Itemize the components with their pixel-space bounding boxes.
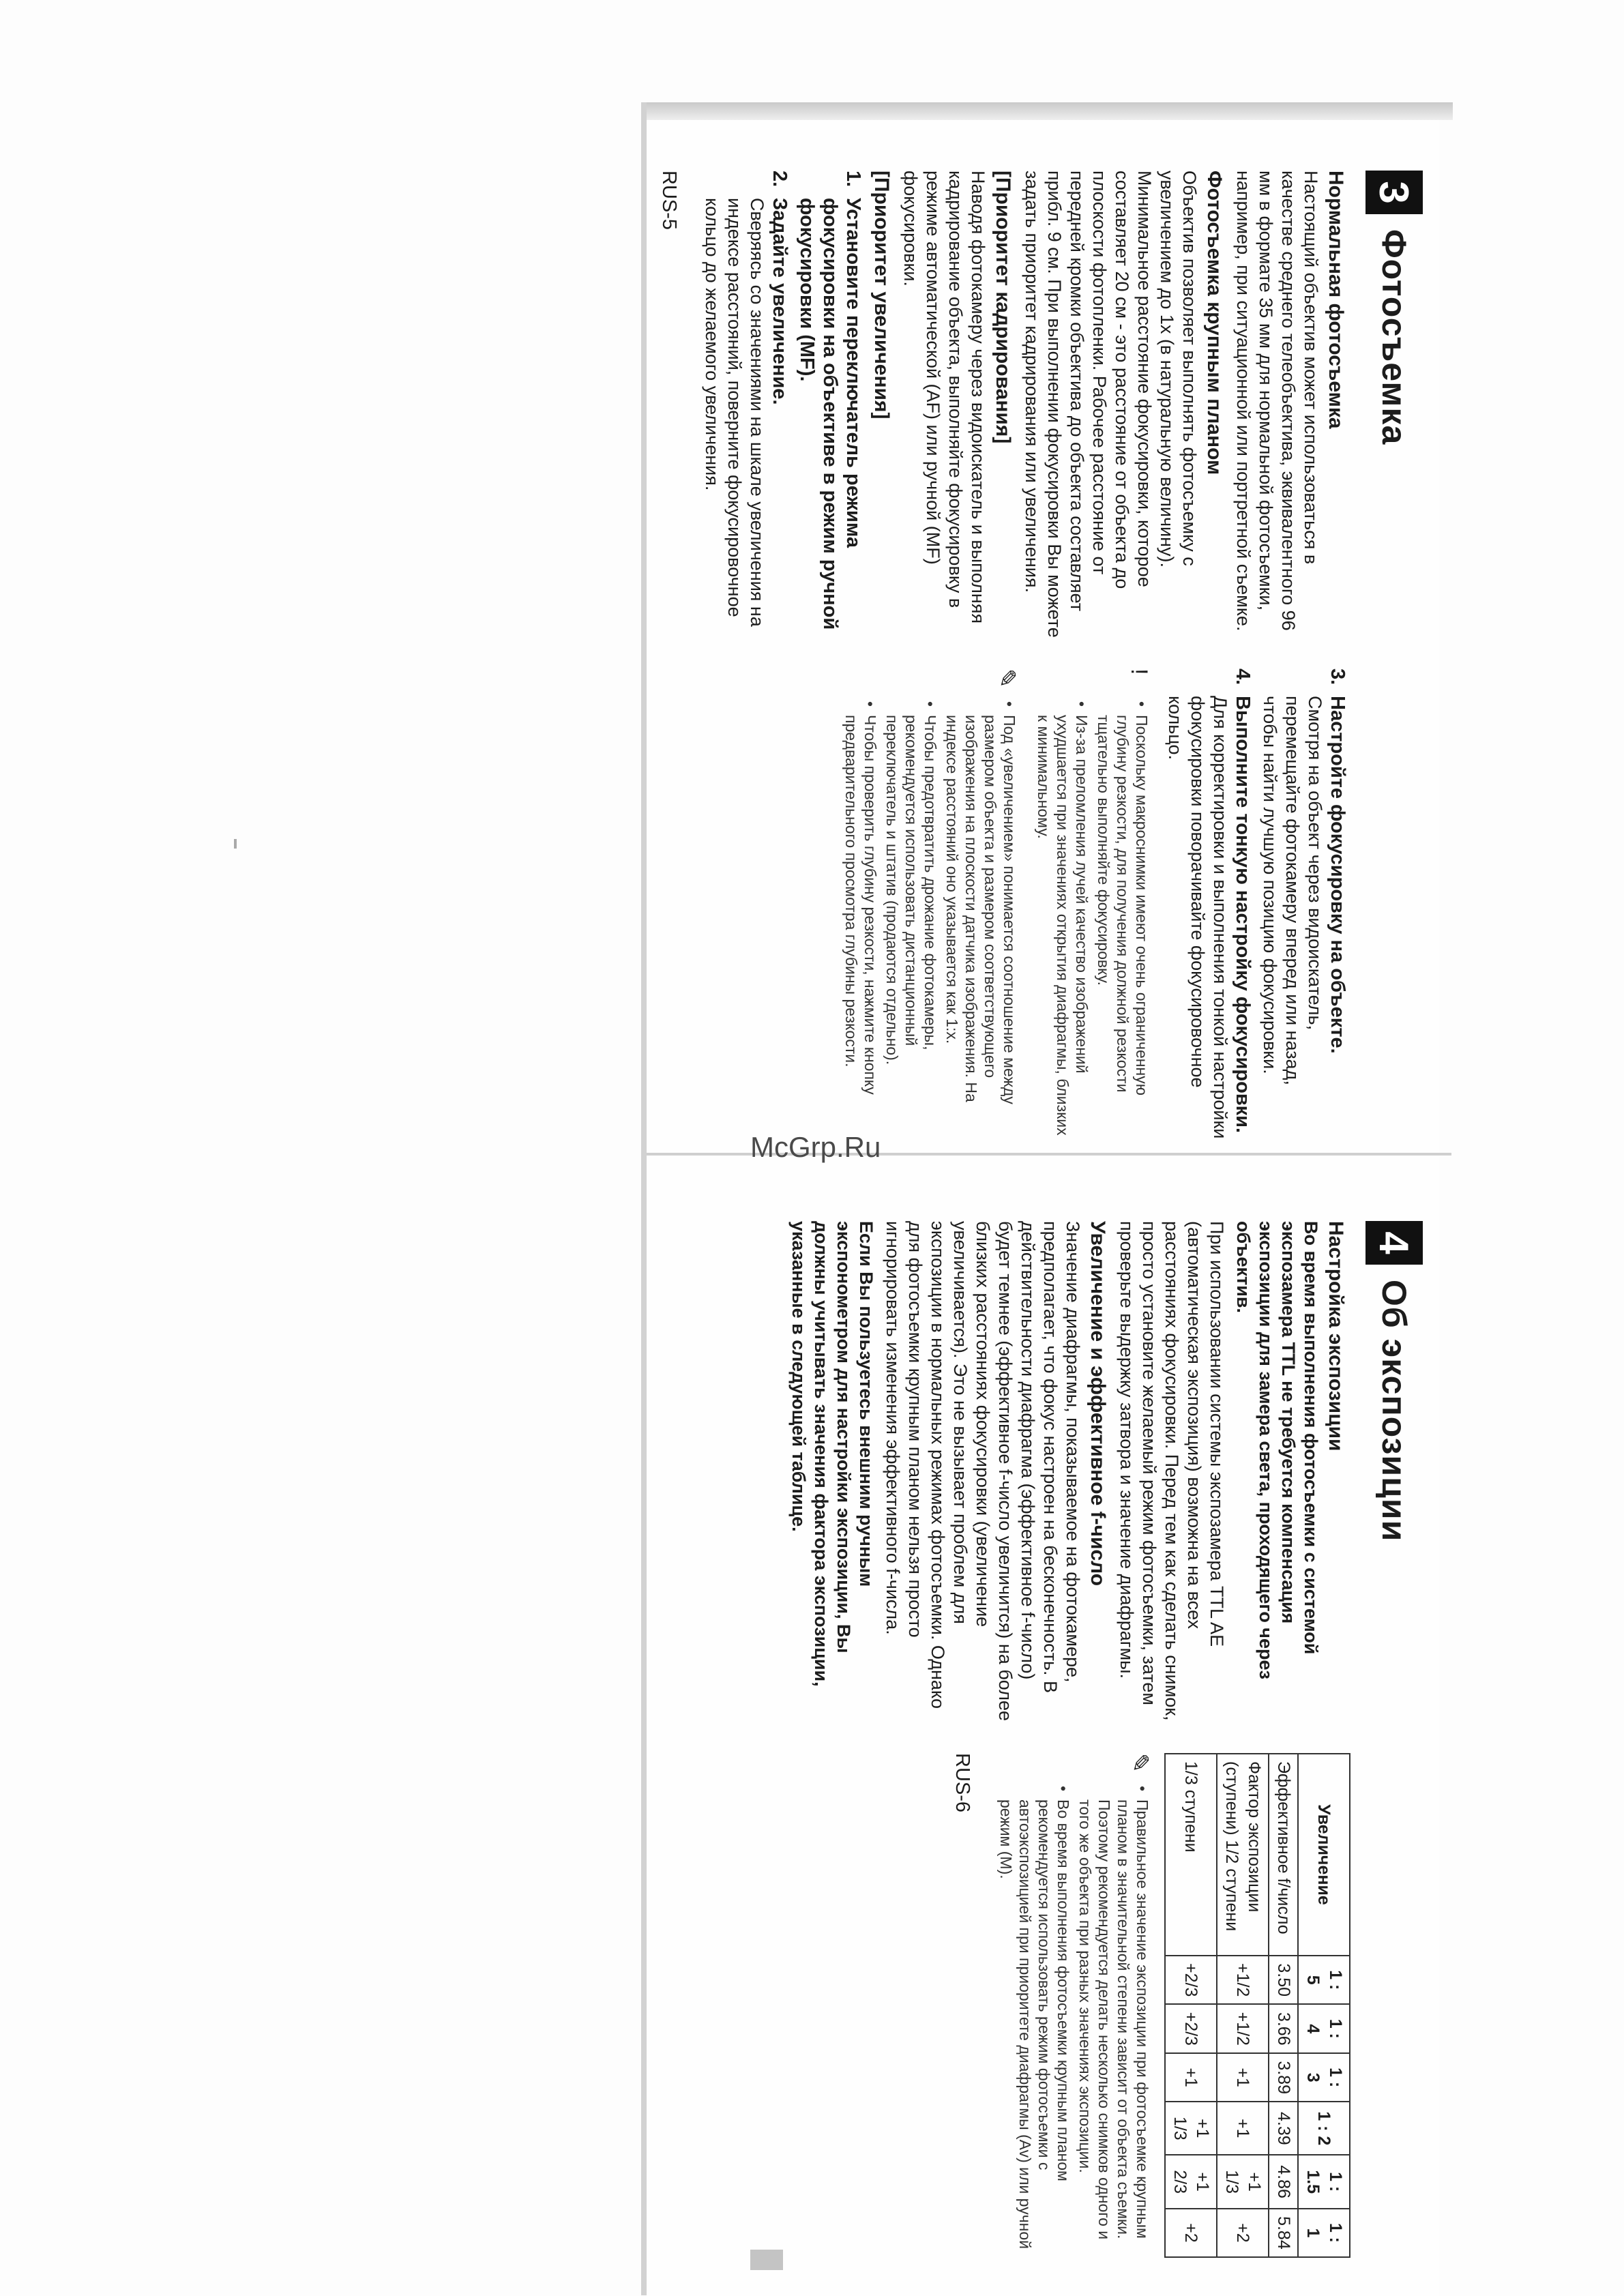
text-meter: Если Вы пользуетесь внешним ручным экспонометром для настройки экспозиции, Вы должны учитывать значения фактора экспозиции, указанные в следующей таблице.: [788, 1221, 876, 1687]
info-notes: [994, 1753, 1152, 2258]
text-exposure: При использовании системы экспозамера TTL AE (автоматическая экспозиция) возможна на всех расстояниях фокусировки. Перед тем как сделать снимок, просто установите желаемый режим фотосъемки, затем проверьте выдержку затвора и значение диафрагмы.: [1117, 1221, 1227, 1721]
column-right: [783, 1753, 1353, 2258]
text-exposure-bold: Во время выполнения фотосъемки с системой экспозамера TTL не требуется компенсация экспозиции для замера света, проходящего через объектив.: [1233, 1221, 1321, 1679]
page-edge-top: [641, 102, 1453, 120]
caution-notes: [1031, 668, 1151, 1139]
info-note: • Под «увеличением» понимается соотношение между размером объекта и размером соответствующего изображения на плоскости датчика изображения. На индексе расстояний оно указывается как 1:х.: [943, 700, 1019, 1139]
section-4-header: [1363, 1221, 1426, 2258]
step-3: 3. Настройте фокусировку на объекте.: [1327, 668, 1348, 1054]
info-note: • Во время выполнения фотосъемки крупным планом рекомендуется использовать режим фотосъемки с автоэкспозицией при приоритете диафрагмы (Av) или ручной режим (M).: [996, 1784, 1073, 2258]
section-number: 4: [1365, 1221, 1423, 1265]
heading-magnification: [Приоритет увеличения]: [870, 171, 893, 420]
step-3-text: Смотря на объект через видоискатель, перемещайте фотокамеру вперед или назад, чтобы найти лучшую позицию фокусировки.: [1260, 696, 1325, 1085]
section-title: Об экспозиции: [1375, 1280, 1413, 1542]
section-title: Фотосъемка: [1375, 229, 1413, 445]
page-number: RUS-5: [658, 171, 680, 231]
heading-macro: Фотосъемка крупным планом: [1203, 171, 1226, 475]
step-4: 4. Выполните тонкую настройку фокусировки.: [1232, 668, 1254, 1134]
step-2-text: Сверяясь со значениями на шкале увеличения на индексе расстояний, поверните фокусировочное кольцо до желаемого увеличения.: [702, 198, 767, 627]
text-macro: Объектив позволяет выполнять фотосъемку с увеличением до 1x (в натуральную величину). Минимальное расстояние фокусировки, которое составляет 20 см - это расстояние от объекта до плоскости фотопленки. Рабочее расстояние от передней кромки объектива до объекта составляет прибл. 9 см. При выполнении фокусировки Вы можете задать приоритет кадрирования или увеличения.: [1022, 171, 1200, 638]
info-note: • Правильное значение экспозиции при фотосъемке крупным планом в значительной степени зависит от объекта съемки. Поэтому рекомендуется делать несколько снимков одного и того же объекта при разных значениях экспозиции.: [1076, 1784, 1152, 2258]
section-3: [648, 171, 1426, 1139]
caution-note: • Поскольку макроснимки имеют очень ограниченную глубину резкости, для получения должной резкости тщательно выполняйте фокусировку.: [1094, 700, 1151, 1139]
column-right: [658, 668, 1353, 1139]
column-left: [783, 1221, 1353, 1726]
heading-fnumber: Увеличение и эффективное f-число: [1087, 1221, 1109, 1587]
caution-icon: !: [1126, 668, 1152, 675]
heading-framing: [Приоритет кадрирования]: [992, 171, 1014, 444]
watermark: McGrp.Ru: [750, 1131, 881, 1163]
exposure-table: [1164, 1753, 1350, 2258]
step-2: 2. Задайте увеличение.: [769, 171, 791, 405]
table-row: Фактор экспозиции (ступени) 1/2 ступени +1/2 +1/2 +1 +1 +1 1/3 +2: [1217, 1754, 1269, 2257]
caution-note: • Из-за преломления лучей качество изображений ухудшается при значениях открытия диафрагмы, близких к минимальному.: [1034, 700, 1091, 1139]
page-edge-left: [641, 102, 647, 2295]
page-number: RUS-6: [951, 1753, 973, 1813]
scan-mark: [234, 839, 237, 849]
step-1: 1. Установите переключатель режима фокусировки на объективе в режим ручной фокусировки (MF).: [796, 171, 864, 630]
table-row: Эффективное f/число 3.50 3.66 3.89 4.39 4.86 5.84: [1269, 1754, 1298, 2257]
text-fnumber: Значение диафрагмы, показываемое на фотокамере, предполагает, что фокус настроен на бесконечность. В действительности диафрагма (эффективное f-число) будет темнее (эффективное f-число увеличится) на более близких расстояниях фокусировки (увеличение увеличивается). Это не вызывает проблем для экспозиции в нормальных режимах фотосъемки. Однако для фотосъемки крупным планом нельзя просто игнорировать изменения эффективного f-числа.: [883, 1221, 1083, 1722]
text-framing: Наводя фотокамеру через видоискатель и выполняя кадрирование объекта, выполняйте фокусировку в режиме автоматической (AF) или ручной (MF) фокусировки.: [900, 171, 988, 624]
column-left: [658, 171, 1353, 641]
section-number: 3: [1365, 171, 1423, 214]
exposure-table-wrap: [1164, 1753, 1350, 2258]
info-note: • Чтобы предотвратить дрожание фотокамеры, рекомендуется использовать дистанционный переключатель и штатив (продаются отдельно).: [883, 700, 940, 1139]
heading-normal: Нормальная фотосъемка: [1325, 171, 1347, 429]
note-icon: ✎: [994, 668, 1020, 688]
info-notes: [839, 668, 1019, 1139]
table-header-row: Увеличение 1 : 5 1 : 4 1 : 3 1 : 2 1 : 1.5 1 : 1: [1298, 1754, 1350, 2257]
text-normal: Настоящий объектив может использоваться в качестве среднего телеобъектива, эквивалентного 96 мм в формате 35 мм для нормальной фотосъемки, например, при ситуационной или портретной съемке.: [1233, 171, 1321, 632]
section-4: [655, 1221, 1426, 2258]
section-3-header: [1363, 171, 1426, 1139]
table-row: 1/3 ступени +2/3 +2/3 +1 +1 1/3 +1 2/3 +2: [1165, 1754, 1217, 2257]
heading-exposure: Настройка экспозиции: [1325, 1221, 1347, 1452]
info-note: • Чтобы проверить глубину резкости, нажмите кнопку предварительного просмотра глубины резкости.: [842, 700, 880, 1139]
note-icon: ✎: [1127, 1753, 1153, 1773]
step-4-text: Для корректировки и выполнения тонкой настройки фокусировки поворачивайте фокусировочное кольцо.: [1165, 696, 1230, 1139]
